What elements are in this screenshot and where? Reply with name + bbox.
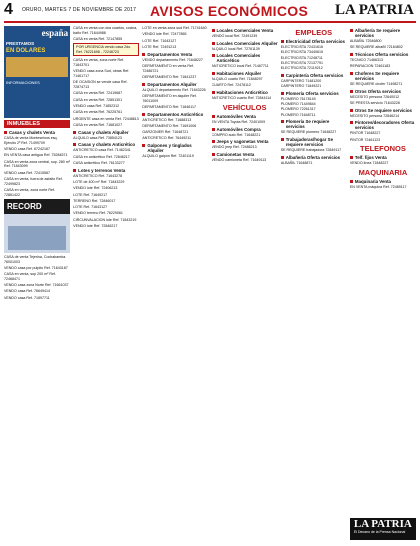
category-heading: Lotes y terrenos Venta <box>73 168 139 173</box>
classified-ad: CASA en venta Ref. 76225761 <box>73 110 123 115</box>
column-1 <box>4 26 70 540</box>
category-heading: Trabajadoras/hogar Se requiere servicios <box>281 137 347 147</box>
classified-ad: CIRCUNVALACION lote Ref. 71843219 <box>73 217 137 222</box>
section-header-empleos: EMPLEOS <box>295 28 333 37</box>
classified-ad: VENDO lote Ref. 72406213 <box>73 186 118 191</box>
classified-ad: GARZONIER Ref. 71648721 <box>142 130 189 135</box>
promo-ad: POR URGENCIA vendo casa 2do. Ref. 76221698 - 72246723 <box>73 43 139 56</box>
category-heading: Casas y chalets Anticrético <box>73 142 139 147</box>
classified-ad: REPARACION 72461183 <box>349 64 391 69</box>
classified-ad: DEPARTAMENTO en venta Ref. 72486721 <box>142 63 195 73</box>
classified-ad: ALQUILO departamento Ref. 71643226 <box>142 87 206 92</box>
espana-line-2: EN DOLARES <box>6 48 46 54</box>
category-heading: Choferes Se requiere servicios <box>350 71 416 81</box>
classified-ad: ELECTRICISTA 72431616 <box>280 45 323 49</box>
classified-ad: CASA en venta, zona norte Ref. 72861422 <box>4 187 55 197</box>
category-heading: Automóviles Venta <box>212 114 278 119</box>
classified-ad: SE PRESTA servicio 71643228 <box>349 101 400 105</box>
section-header-maquinaria: MAQUINARIA <box>358 168 408 178</box>
classified-ad: ALQUILO local Ref. 72761139 <box>211 46 260 51</box>
classified-ad: VENDO lote Ref. 72477865 <box>142 32 187 37</box>
classified-ad: DEPARTAMENTO en alquiler Ref. 76011009 <box>142 93 197 103</box>
section-header-telefonos: TELEFONOS <box>360 144 406 154</box>
espana-image <box>6 57 68 77</box>
classified-ad: ANTICRETICO Ref. 71688313 <box>142 117 192 122</box>
classified-ad: VENDO departamento Ref. 71648227 <box>142 57 203 62</box>
espana-ad-box <box>4 26 70 118</box>
classified-ad: PLOMERO 72261317 <box>280 107 316 112</box>
column-5 <box>281 26 347 540</box>
classified-ad: ELECTRICISTA 71248711 <box>280 55 323 60</box>
espana-line-1: PRESTAMOS <box>6 41 35 46</box>
classified-ad: VENDO casa Ref. 71852312 <box>73 104 120 109</box>
classified-ad: EN VENTA máquina Ref. 72489117 <box>349 185 407 190</box>
classified-ad: CASA anticrético Ref. 76133277 <box>73 160 125 165</box>
classified-ad: VENDO casa Ref. 72415587 <box>4 170 50 175</box>
classified-ad: TECNICO 71466313 <box>349 58 384 62</box>
classified-ad: LOTE en venta zona sud Ref. 71741640 <box>142 26 207 30</box>
classified-ad: PLOMERO 76178149 <box>280 96 316 101</box>
classified-ad: CASA en anticrético Ref. 72846217 <box>73 154 130 159</box>
category-heading: Habitaciones Alquiler <box>212 71 278 76</box>
classified-ad: CASA en venta zona central, sup. 280 m² Ref. 71843099 <box>4 159 70 169</box>
classified-ad: CARPINTERO 71849221 <box>280 84 322 89</box>
section-header-vehiculos: VEHÍCULOS <box>222 102 267 112</box>
column-6 <box>350 26 416 540</box>
classified-ad: DEPARTAMENTO Ref. 71841237 <box>142 74 197 79</box>
classified-ad: CASA en venta Ref. 71681027 <box>73 122 123 127</box>
classified-ad: ELECTRICISTA 73440615 <box>280 50 323 55</box>
record-image <box>8 226 66 250</box>
classified-ad: SE REQUIERE chofer 71498271 <box>349 82 403 86</box>
classified-ad: LOTE Ref. 72491213 <box>142 44 177 49</box>
column-4 <box>212 26 278 540</box>
classified-ad: ALQUILO cuarto Ref. 71848297 <box>211 77 263 82</box>
classified-ad: LOTE Ref. 71649217 <box>73 192 108 197</box>
classified-ad: TERRENO Ref. 72846017 <box>73 198 116 203</box>
classified-ad: CARPINTERO 71481200 <box>280 78 322 83</box>
category-heading: Electricidad Oferta servicios <box>281 39 347 44</box>
classified-ad: DEPARTAMENTO Ref. 71691006 <box>142 123 197 128</box>
category-heading: Plomería Se requiere servicios <box>281 119 347 129</box>
category-heading: Departamentos Alquiler <box>142 82 208 87</box>
classified-ad: VENDO lote Ref. 72846217 <box>73 224 118 229</box>
classified-ad: VENDO casa zona Sud, obras Ref. 71461717 <box>73 69 130 79</box>
classified-ad: LOTE Ref. 71643127 <box>73 205 108 210</box>
category-heading: Otros Oferta servicios <box>350 89 416 94</box>
classified-ad: CASA de venta Monteseinos esq. Ejército 2º Ref. 71499709 <box>4 136 58 145</box>
category-heading: Técnicos Oferta servicios <box>350 52 416 57</box>
classified-ad: CASA de venta Tejerina, Cochabamba. 76001003 <box>4 254 67 264</box>
classified-ad: NECESITO persona 72846214 <box>349 113 400 118</box>
classified-ad: EN VENTA Toyota Ref. 72401009 <box>211 119 266 124</box>
classified-ad: VENDO jeep Ref. 72486213 <box>211 145 257 150</box>
classified-ad: URGENTE casa en venta Ref. 72448613 <box>73 116 139 121</box>
section-header-inmuebles: INMUEBLES <box>4 120 70 128</box>
classified-ad: PLOMERO 71648711 <box>280 112 316 117</box>
classified-ad: ANTICRETICO casa Ref. 71462341 <box>73 148 131 153</box>
record-title: RECORD <box>4 199 70 214</box>
header-rule <box>4 21 416 23</box>
classified-ad: PINTOR 72461123 <box>349 137 381 142</box>
classified-ad: EN VENTA casa antigua Ref. 75284571 <box>4 153 68 158</box>
category-heading: Albañería Oferta servicios <box>281 155 347 160</box>
category-heading: Galpones y tinglados Alquiler <box>142 143 208 153</box>
category-heading: Carpintería Oferta servicios <box>281 73 347 78</box>
classified-ad: SE REQUIERE albañil 72164802 <box>349 45 403 50</box>
category-heading: Albañería Se requiere servicios <box>350 28 416 38</box>
category-heading: Otros Se requiere servicios <box>350 108 416 113</box>
category-heading: Departamentos Anticrético <box>142 112 208 117</box>
category-heading: Camionetas Venta <box>212 152 278 157</box>
classified-ad: ANTICRETICO local Ref. 71467711 <box>211 64 269 69</box>
classified-ad: VENDO local Ref. 72491239 <box>211 34 258 38</box>
classified-ad: CASA en venta con dos cuartos, cocina, baño Ref. 71644988 <box>73 26 138 35</box>
classified-ad: CASA en venta Ref. 72419687 <box>73 91 123 96</box>
classified-ad: NECESITO persona 72640012 <box>349 94 400 99</box>
page-number: 4 <box>4 1 13 18</box>
category-heading: Casas y chalets Venta <box>4 130 70 135</box>
classified-ad: VENDO casa por pulpito Ref. 71643187 <box>4 265 68 270</box>
classified-ad: CUARTO Ref. 72478112 <box>211 83 251 88</box>
classified-ad: PINTOR 71648227 <box>349 131 381 136</box>
masthead <box>0 0 420 22</box>
espana-line-3: INFORMACIONES <box>6 80 40 85</box>
classified-ad: VENDO camioneta Ref. 71649113 <box>211 157 267 162</box>
classified-ad: LOTE de 400 m² Ref. 71843229 <box>73 179 125 184</box>
classified-ad: SE REQUIERE trabajadora 72849117 <box>280 148 342 153</box>
classified-ad: VENDO línea 71848227 <box>349 161 389 166</box>
classified-ad: VENDO casa zona Norte Ref. 71661037 <box>4 283 69 288</box>
category-heading: Casas y chalets Alquiler <box>73 130 139 135</box>
classified-ad: CASA en venta Ref. 72147855 <box>73 37 123 41</box>
category-heading: Maquinaria Venta <box>350 179 416 184</box>
category-heading: Locales Comerciales Anticrético <box>212 53 278 63</box>
classified-ad: CASA en venta, zona norte Ref. 71843701 <box>73 58 125 68</box>
brand-logo: LA PATRIA <box>334 2 414 18</box>
la-patria-tagline: El Decano de la Prensa Nacional <box>353 530 406 534</box>
category-heading: Automóviles Compra <box>212 127 278 132</box>
classified-ad: ALQUILO casa Ref. 73854123 <box>73 135 122 140</box>
section-title: AVISOS ECONÓMICOS <box>150 3 309 19</box>
category-heading: Jeeps y vagonetas Venta <box>212 139 278 144</box>
column-2 <box>73 26 139 540</box>
classified-ad: DE OCASION se vende casa Ref. 72874713 <box>73 80 128 90</box>
classified-ad: COMPRO auto Ref. 71648221 <box>211 132 261 137</box>
classified-ad: LOTE Ref. 71643127 <box>142 38 177 43</box>
classified-ad: VENDO casa Ref. 76649414 <box>4 289 50 294</box>
record-ad-box <box>4 199 70 253</box>
category-heading: Habitaciones Anticrético <box>212 90 278 95</box>
column-3 <box>142 26 208 540</box>
classified-ad: VENDO casa Ref. 67242167 <box>4 147 50 151</box>
classified-columns <box>4 26 416 540</box>
category-heading: Locales Comerciales Venta <box>212 28 278 33</box>
classified-ad: VENDO casa Ref. 71897711 <box>4 295 50 300</box>
classified-ad: VENDO terreno Ref. 76229061 <box>73 211 123 216</box>
classified-ad: ELECTRICISTA 72137791 <box>280 60 323 65</box>
classified-ad: ALBAÑIL 72546800 <box>349 39 382 43</box>
classified-ad: ANTICRETICO Ref. 71643278 <box>73 173 123 178</box>
classified-ad: DEPARTAMENTO Ref. 71846117 <box>142 104 196 109</box>
la-patria-logo: LA PATRIA <box>353 518 412 530</box>
classified-ad: ANTICRETICO Ref. 76449211 <box>142 136 192 141</box>
classified-ad: CASA en venta Ref. 72851301 <box>73 97 123 102</box>
la-patria-ad-box <box>350 518 416 540</box>
classified-ad: SE REQUIERE plomero 71648227 <box>280 130 337 135</box>
classified-ad: ALBAÑIL 71648871 <box>280 160 313 165</box>
category-heading: Plomería Oferta servicios <box>281 91 347 96</box>
category-heading: Locales Comerciales Alquiler <box>212 41 278 46</box>
classified-ad: ELECTRICISTA 72119212 <box>280 66 323 71</box>
classified-ad: CASA en venta, sup 200 m² Ref. 72468471 <box>4 272 56 281</box>
espana-logo: españa <box>41 28 69 38</box>
category-heading: Telf. fijos Venta <box>350 155 416 160</box>
classified-ad: ALQUILO galpón Ref. 72401119 <box>142 154 194 159</box>
dateline: ORURO, MARTES 7 DE NOVIEMBRE DE 2017 <box>22 7 137 13</box>
category-heading: Departamentos Venta <box>142 52 208 57</box>
classified-ad: ANTICRETICO cuarto Ref. 72844114 <box>211 96 272 101</box>
category-heading: Pintores/decoradores Oferta servicios <box>350 120 416 130</box>
classified-ad: PLOMERO 71449844 <box>280 102 316 107</box>
classified-ad: CASA en venta, fuera de asfalto Ref. 72499823 <box>4 176 63 186</box>
